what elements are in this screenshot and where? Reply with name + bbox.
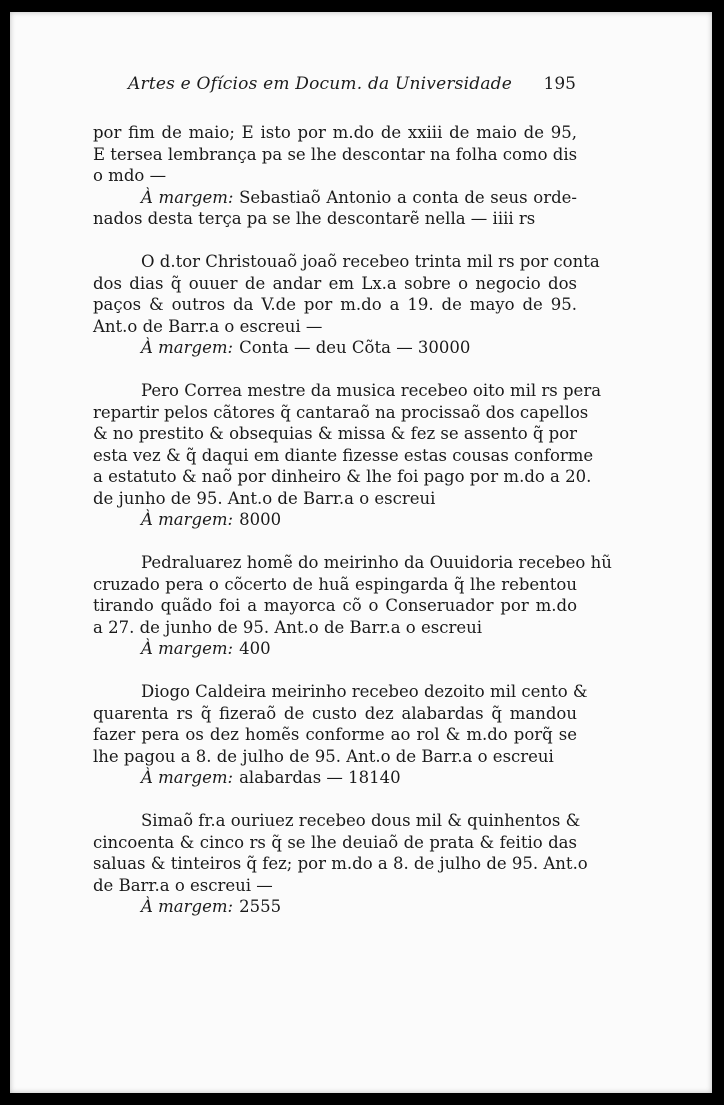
entry — [93, 380, 602, 531]
text-line: Pedraluarez homẽ do meirinho da Ouuidoria recebeo hũ — [141, 553, 612, 572]
margin-text: alabardas — 18140 — [239, 768, 401, 787]
text-line: fazer pera os dez homẽs conforme ao rol & m.do porq̃ se — [93, 725, 577, 744]
text-line: Simaõ fr.a ouriuez recebeo dous mil & quinhentos & — [141, 811, 581, 830]
margin-note — [93, 767, 577, 789]
text-line: lhe pagou a 8. de julho de 95. Ant.o de Barr.a o escreui — [93, 746, 554, 766]
entry — [93, 251, 600, 359]
text-line: tirando quãdo foi a mayorca cõ o Conseruador por m.do — [93, 596, 577, 615]
text-line: Ant.o de Barr.a o escreui — — [93, 316, 323, 336]
text-line: & no prestito & obsequias & missa & fez se assento q̃ por — [93, 424, 578, 443]
text-line: dos dias q̃ ouuer de andar em Lx.a sobre o negocio dos — [93, 273, 577, 293]
margin-label: À margem: — [141, 510, 234, 529]
text-line: de Barr.a o escreui — — [93, 875, 273, 895]
text-line: a estatuto & naõ por dinheiro & lhe foi pago por m.do a 20. — [93, 467, 592, 486]
text-line: O d.tor Christouaõ joaõ recebeo trinta mil rs por conta — [141, 252, 600, 271]
text-line: quarenta rs q̃ fizeraõ de custo dez alabardas q̃ mandou — [93, 703, 577, 723]
margin-note — [93, 337, 577, 359]
text-line: por fim de maio; E isto por m.do de xxiii de maio de 95, — [93, 123, 577, 142]
text-line: nados desta terça pa se lhe descontarẽ nella — iiii rs — [93, 209, 536, 228]
margin-text: Sebastiaõ Antonio a conta de seus orde- — [239, 187, 577, 207]
text-line: a 27. de junho de 95. Ant.o de Barr.a o escreui — [93, 617, 482, 637]
margin-note — [93, 638, 577, 660]
running-head-title: Artes e Ofícios em Docum. da Universidade — [128, 74, 512, 94]
margin-text: Conta — deu Cõta — 30000 — [239, 338, 471, 357]
margin-label: À margem: — [141, 639, 234, 658]
margin-note — [93, 187, 577, 209]
entry — [93, 552, 612, 660]
entry — [93, 681, 588, 789]
margin-label: À margem: — [141, 897, 234, 916]
body-text — [93, 122, 612, 939]
margin-note — [93, 896, 577, 918]
text-line: esta vez & q̃ daqui em diante fizesse estas cousas conforme — [93, 445, 594, 465]
text-line: cruzado pera o cõcerto de huã espingarda q̃ lhe rebentou — [93, 574, 577, 594]
page-number: 195 — [543, 74, 576, 94]
text-line: saluas & tinteiros q̃ fez; por m.do a 8. de julho de 95. Ant.o — [93, 854, 588, 873]
text-line: E tersea lembrança pa se lhe descontar na folha como dis — [93, 144, 578, 164]
margin-text: 400 — [239, 639, 271, 658]
text-line: paços & outros da V.de por m.do a 19. de mayo de 95. — [93, 295, 577, 314]
entry — [93, 810, 588, 918]
text-line: de junho de 95. Ant.o de Barr.a o escreui — [93, 488, 436, 508]
margin-label: À margem: — [141, 338, 234, 357]
book-page — [10, 12, 712, 1093]
text-line: repartir pelos cãtores q̃ cantaraõ na procissaõ dos capellos — [93, 402, 589, 422]
margin-label: À margem: — [141, 187, 234, 207]
text-line: cincoenta & cinco rs q̃ se lhe deuiaõ de prata & feitio das — [93, 832, 577, 852]
text-line: Diogo Caldeira meirinho recebeo dezoito mil cento & — [141, 682, 588, 701]
entry — [93, 122, 577, 230]
text-line: Pero Correa mestre da musica recebeo oito mil rs pera — [141, 381, 602, 400]
running-head — [60, 74, 576, 98]
margin-label: À margem: — [141, 768, 234, 787]
margin-note — [93, 509, 577, 531]
margin-text: 2555 — [239, 897, 282, 916]
margin-text: 8000 — [239, 510, 282, 529]
text-line: o mdo — — [93, 166, 167, 185]
